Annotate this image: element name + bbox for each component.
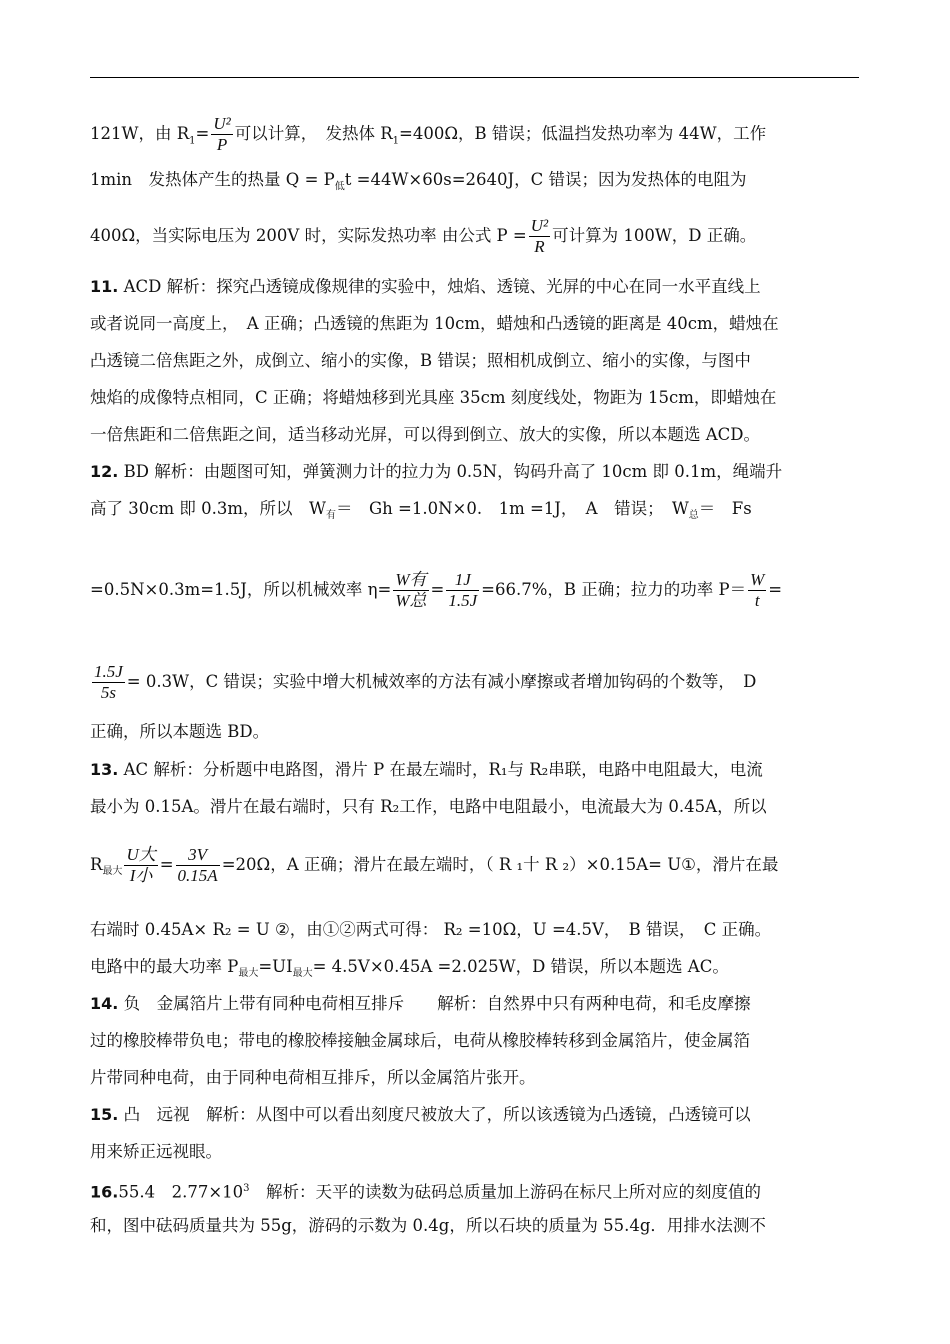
text-line: 12. BD 解析：由题图可知，弹簧测力计的拉力为 0.5N，钩码升高了 10cm 即 0.1m，绳端升 (90, 462, 783, 481)
fraction: $\frac{W}{t}$ (750, 570, 765, 610)
text-line: $\frac{1.5J}{5s}$ = 0.3W，C 错误；实验中增大机械效率的方法有减小摩擦或者增加钩码的个数等， D (94, 662, 757, 702)
text-line: 400Ω，当实际电压为 200V 时，实际发热功率 由公式 P = $\frac{\text{U²}}{R}$ 可计算为 100W，D 正确。 (90, 216, 757, 256)
text-line: 烛焰的成像特点相同，C 正确；将蜡烛移到光具座 35cm 刻度线处，物距为 15cm，即蜡烛在 (90, 388, 777, 407)
text-line: 凸透镜二倍焦距之外，成倒立、缩小的实像，B 错误；照相机成倒立、缩小的实像，与图中 (90, 351, 751, 370)
text-line: =0.5N×0.3m=1.5J，所以机械效率 η= $\frac{\text{W有}}{\text{W总}}$ = $\frac{1J}{1.5J}$ =66.7%，B 正确；拉力的功率 P＝ $\frac{W}{t}$ = (90, 570, 783, 610)
text-line: $R_{最大}$ $\frac{\text{U大}}{\text{I小}}$ = $\frac{3V}{0.15A}$ =20Ω，A 正确；滑片在最左端时，（ R ₁十 R ₂）×0.15A= U①，滑片在最 (90, 845, 779, 885)
text-line: 13. AC 解析：分析题中电路图，滑片 P 在最左端时，R₁与 R₂串联，电路中电阻最大，电流 (90, 760, 763, 779)
fraction: $\frac{\text{U²}}{P}$ (213, 114, 231, 154)
text-line: 高了 30cm 即 0.3m，所以 $W_有=$ Gh =1.0N×0. 1m =1J， A 错误； $W_总=$ Fs (90, 499, 752, 521)
text-line: 右端时 0.45A× R₂ = U ②，由①②两式可得： R₂ =10Ω，U =4.5V， B 错误， C 正确。 (90, 920, 772, 939)
text-line: 14. 负 金属箔片上带有同种电荷相互排斥 解析：自然界中只有两种电荷，和毛皮摩擦 (90, 994, 751, 1013)
text-line: 16.55.4 $2.77\times 10^3$ 解析：天平的读数为砝码总质量加上游码在标尺上所对应的刻度值的 (90, 1182, 762, 1202)
text-line: 121W，由 $R_1=$ $\frac{\text{U²}}{P}$ 可以计算， 发热体 $R_1=400\Omega$，B 错误；低温挡发热功率为 44W，工作 (90, 114, 767, 154)
text-line: 或者说同一高度上， A 正确；凸透镜的焦距为 10cm，蜡烛和凸透镜的距离是 40cm，蜡烛在 (90, 314, 779, 333)
text-line: 和，图中砝码质量共为 55g，游码的示数为 0.4g，所以石块的质量为 55.4g．用排水法测不 (90, 1216, 766, 1235)
text-line: 15. 凸 远视 解析：从图中可以看出刻度尺被放大了，所以该透镜为凸透镜，凸透镜可以 (90, 1105, 751, 1124)
text-line: 最小为 0.15A。滑片在最右端时，只有 R₂工作，电路中电阻最小，电流最大为 0.45A，所以 (90, 797, 767, 816)
text-line: 1min 发热体产生的热量 $Q = P_低t =44W\times 60s=2640J$，C 错误；因为发热体的电阻为 (90, 170, 747, 193)
text-line: 电路中的最大功率 $P_{最大}=UI_{最大}= 4.5V\times 0.45A =2.025W$，D 错误，所以本题选 AC。 (90, 957, 729, 979)
fraction: $\frac{3V}{0.15A}$ (177, 845, 218, 885)
text-line: 正确，所以本题选 BD。 (90, 722, 270, 741)
fraction: $\frac{1.5J}{5s}$ (94, 662, 123, 702)
header-rule (90, 77, 859, 78)
text-line: 片带同种电荷，由于同种电荷相互排斥，所以金属箔片张开。 (90, 1068, 536, 1087)
fraction: $\frac{\text{U大}}{\text{I小}}$ (126, 845, 156, 885)
text-line: 11. ACD 解析：探究凸透镜成像规律的实验中，烛焰、透镜、光屏的中心在同一水平直线上 (90, 277, 761, 296)
fraction: $\frac{\text{W有}}{\text{W总}}$ (395, 570, 427, 610)
text-line: 过的橡胶棒带负电；带电的橡胶棒接触金属球后，电荷从橡胶棒转移到金属箔片，使金属箔 (90, 1031, 750, 1050)
fraction: $\frac{\text{U²}}{R}$ (530, 216, 549, 256)
text-line: 用来矫正远视眼。 (90, 1142, 222, 1161)
text-line: 一倍焦距和二倍焦距之间，适当移动光屏，可以得到倒立、放大的实像，所以本题选 ACD。 (90, 425, 761, 444)
fraction: $\frac{1J}{1.5J}$ (448, 570, 478, 610)
